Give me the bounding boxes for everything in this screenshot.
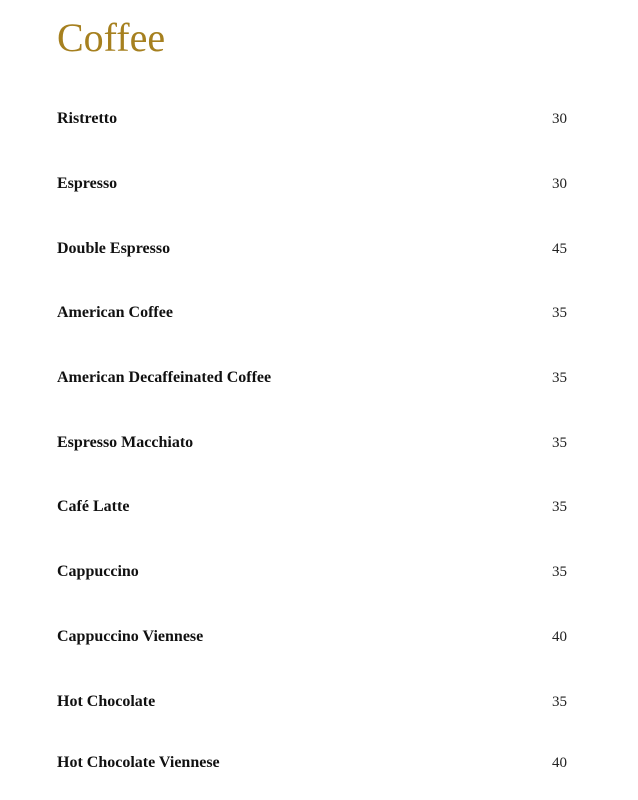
menu-item-name: Double Espresso [57,240,171,257]
menu-item-price: 35 [552,370,567,386]
menu-item-name: Espresso Macchiato [57,434,194,451]
menu-section-title: Coffee [57,15,166,60]
menu-item-price: 40 [552,629,567,645]
menu-item [57,561,567,583]
menu-item [57,691,567,713]
menu-item-name: Ristretto [57,110,118,127]
menu-item-price: 35 [552,305,567,321]
menu-item [57,367,567,389]
menu-item-price: 35 [552,435,567,451]
menu-item-price: 35 [552,564,567,580]
menu-item [57,302,567,324]
menu-item-price: 40 [552,755,567,771]
menu-item-name: Cappuccino [57,563,139,580]
menu-item-name: American Decaffeinated Coffee [57,369,272,386]
menu-item-price: 45 [552,241,567,257]
menu-item-name: Hot Chocolate Viennese [57,754,220,771]
menu-item-price: 30 [552,111,567,127]
menu-item-price: 35 [552,694,567,710]
menu-item-name: American Coffee [57,304,173,321]
menu-item-price: 30 [552,176,567,192]
menu-item [57,108,567,130]
menu-item [57,173,567,195]
menu-item [57,432,567,454]
menu-item-price: 35 [552,499,567,515]
menu-item-name: Espresso [57,175,118,192]
menu-item-name: Cappuccino Viennese [57,628,204,645]
menu-item-name: Café Latte [57,498,130,515]
menu-item [57,626,567,648]
menu-item [57,496,567,518]
menu-item-name: Hot Chocolate [57,693,156,710]
menu-item [57,238,567,260]
menu-item [57,752,567,774]
